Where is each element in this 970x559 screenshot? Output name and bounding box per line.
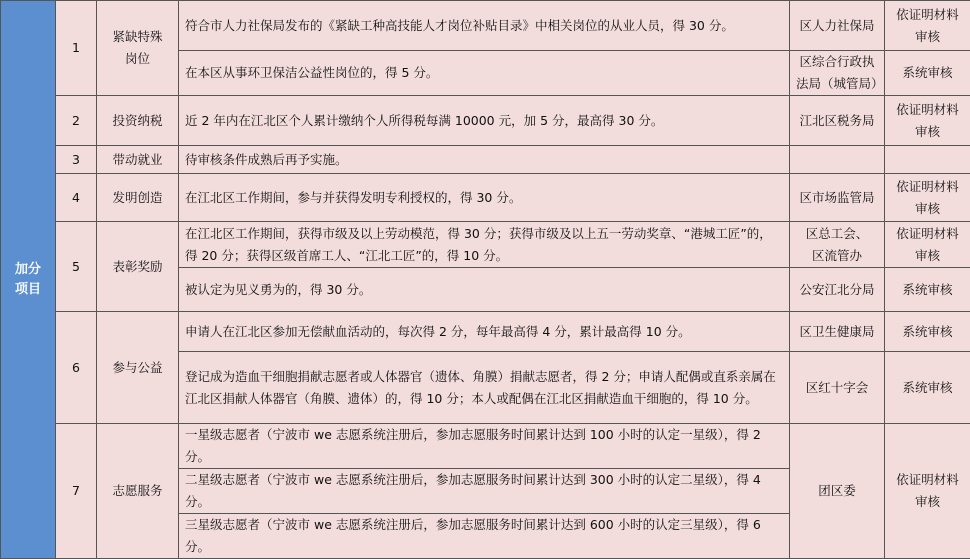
row-number: 4 (56, 174, 97, 222)
review-method: 依证明材料审核 (885, 174, 970, 222)
condition-text: 一星级志愿者（宁波市 we 志愿系统注册后，参加志愿服务时间累计达到 100 小时的认定一星级），得 2 分。 (179, 424, 790, 469)
condition-text: 在本区从事环卫保洁公益性岗位的，得 5 分。 (179, 51, 790, 96)
review-method: 依证明材料审核 (885, 424, 970, 559)
department: 区红十字会 (790, 352, 885, 424)
condition-text: 在江北区工作期间，参与并获得发明专利授权的，得 30 分。 (179, 174, 790, 222)
table-row (1, 174, 970, 222)
row-number: 3 (56, 146, 97, 174)
condition-text: 近 2 年内在江北区个人累计缴纳个人所得税每满 10000 元，加 5 分，最高得 30 分。 (179, 96, 790, 146)
review-method: 系统审核 (885, 268, 970, 312)
department: 区市场监管局 (790, 174, 885, 222)
item-name: 发明创造 (97, 174, 179, 222)
department: 团区委 (790, 424, 885, 559)
review-method: 依证明材料审核 (885, 1, 970, 51)
table-row (1, 424, 970, 469)
department: 区卫生健康局 (790, 312, 885, 352)
row-number: 5 (56, 222, 97, 312)
department: 区人力社保局 (790, 1, 885, 51)
condition-text: 待审核条件成熟后再予实施。 (179, 146, 790, 174)
item-name: 志愿服务 (97, 424, 179, 559)
review-method (885, 146, 970, 174)
row-number: 2 (56, 96, 97, 146)
review-method: 依证明材料审核 (885, 96, 970, 146)
review-method: 系统审核 (885, 312, 970, 352)
department: 区总工会、区流管办 (790, 222, 885, 268)
row-number: 7 (56, 424, 97, 559)
review-method: 系统审核 (885, 352, 970, 424)
review-method: 系统审核 (885, 51, 970, 96)
condition-text: 被认定为见义勇为的，得 30 分。 (179, 268, 790, 312)
department (790, 146, 885, 174)
review-method: 依证明材料审核 (885, 222, 970, 268)
category-label: 加分项目 (14, 260, 42, 300)
condition-text: 二星级志愿者（宁波市 we 志愿系统注册后，参加志愿服务时间累计达到 300 小时的认定二星级），得 4 分。 (179, 469, 790, 514)
table-row (1, 146, 970, 174)
item-name: 表彰奖励 (97, 222, 179, 312)
condition-text: 符合市人力社保局发布的《紧缺工种高技能人才岗位补贴目录》中相关岗位的从业人员，得 30 分。 (179, 1, 790, 51)
table-row (1, 312, 970, 352)
table-row (1, 96, 970, 146)
table-row (1, 222, 970, 268)
condition-text: 在江北区工作期间，获得市级及以上劳动模范，得 30 分；获得市级及以上五一劳动奖章、“港城工匠”的，得 20 分；获得区级首席工人、“江北工匠”的，得 10 分。 (179, 222, 790, 268)
row-number: 1 (56, 1, 97, 96)
department: 公安江北分局 (790, 268, 885, 312)
item-name: 参与公益 (97, 312, 179, 424)
category-cell (1, 1, 56, 559)
department: 江北区税务局 (790, 96, 885, 146)
row-number: 6 (56, 312, 97, 424)
item-name: 紧缺特殊岗位 (97, 1, 179, 96)
condition-text: 三星级志愿者（宁波市 we 志愿系统注册后，参加志愿服务时间累计达到 600 小时的认定三星级），得 6 分。 (179, 514, 790, 559)
condition-text: 登记成为造血干细胞捐献志愿者或人体器官（遗体、角膜）捐献志愿者，得 2 分；申请人配偶或直系亲属在江北区捐献人体器官（角膜、遗体）的，得 10 分；本人或配偶在江北区捐献造血干细胞的，得 10 分。 (179, 352, 790, 424)
condition-text: 申请人在江北区参加无偿献血活动的，每次得 2 分，每年最高得 4 分，累计最高得 10 分。 (179, 312, 790, 352)
item-name: 投资纳税 (97, 96, 179, 146)
department: 区综合行政执法局（城管局） (790, 51, 885, 96)
item-name: 带动就业 (97, 146, 179, 174)
table-row (1, 1, 970, 51)
